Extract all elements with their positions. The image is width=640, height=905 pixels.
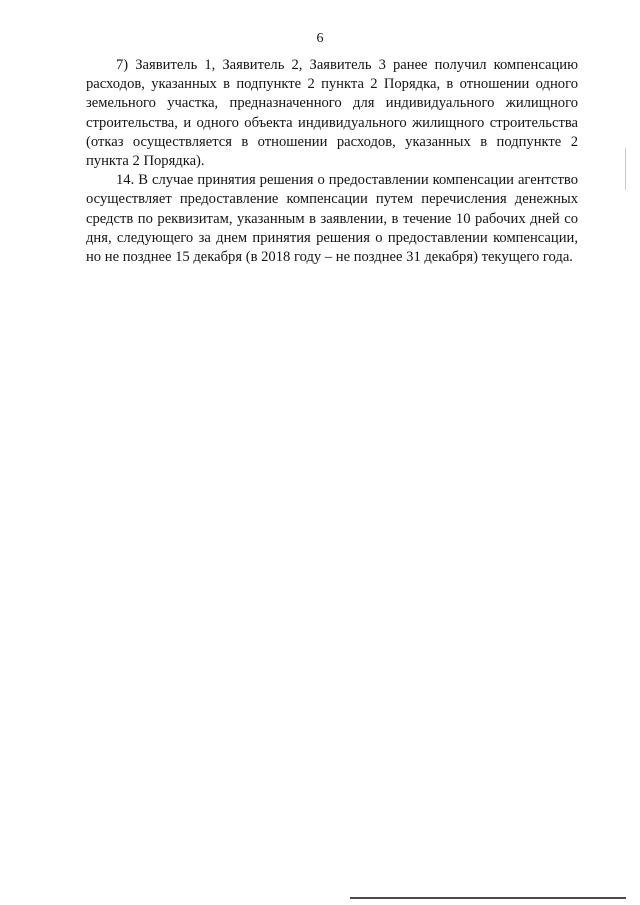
paragraph-item-7: 7) Заявитель 1, Заявитель 2, Заявитель 3 ранее получил компенсацию расходов, указанных в подпункте 2 пункта 2 Порядка, в отношении одного земельного участка, предназначенного для индивидуального жилищного строительства, и одного объекта индивидуального жилищного строительства (отказ осуществляется в отношении расходов, указанных в подпункте 2 пункта 2 Порядка). (86, 57, 578, 170)
page-number: 6 (316, 31, 324, 46)
scan-bottom-line (350, 897, 626, 899)
document-body (86, 56, 578, 267)
scan-edge-mark (625, 148, 626, 190)
paragraph-14: 14. В случае принятия решения о предоставлении компенсации агентство осуществляет предоставление компенсации путем перечисления денежных средств по реквизитам, указанным в заявлении, в течение 10 рабочих дней со дня, следующего за днем принятия решения о предоставлении компенсации, но не позднее 15 декабря (в 2018 году – не позднее 31 декабря) текущего года. (86, 172, 578, 266)
